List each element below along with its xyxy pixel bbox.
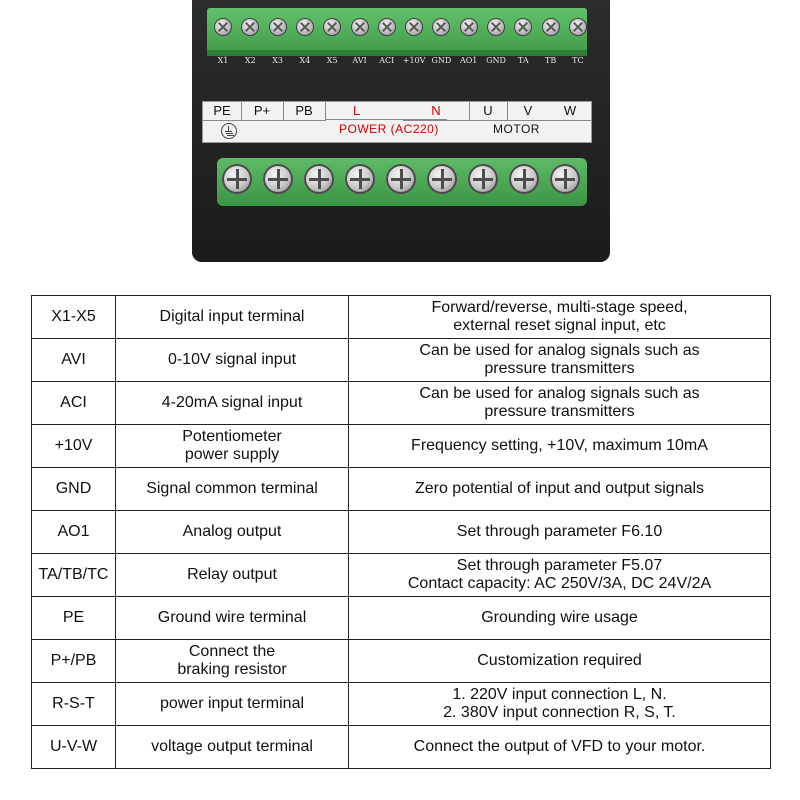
power-screw-icon — [304, 164, 334, 194]
panel-label-p-plus: P+ — [241, 102, 284, 121]
terminal-screw-icon — [214, 18, 232, 36]
panel-label-v: V — [507, 102, 549, 121]
table-row — [32, 425, 771, 468]
terminal-cell: R-S-T — [32, 683, 116, 726]
terminal-label: ACI — [379, 56, 395, 65]
terminal-screw-icon — [569, 18, 587, 36]
function-cell: 4-20mA signal input — [116, 382, 349, 425]
table-row — [32, 640, 771, 683]
function-cell: Signal common terminal — [116, 468, 349, 511]
function-cell: Analog output — [116, 511, 349, 554]
power-screw-icon — [345, 164, 375, 194]
panel-label-pe: PE — [203, 102, 242, 121]
terminal-cell: AVI — [32, 339, 116, 382]
description-cell: Can be used for analog signals such as pressure transmitters — [349, 382, 771, 425]
function-cell: Ground wire terminal — [116, 597, 349, 640]
terminal-label: X3 — [272, 56, 283, 65]
panel-label-w: W — [549, 102, 591, 121]
terminal-screw-icon — [296, 18, 314, 36]
description-cell: Set through parameter F5.07 Contact capacity: AC 250V/3A, DC 24V/2A — [349, 554, 771, 597]
terminal-screw-icon — [460, 18, 478, 36]
terminal-label: GND — [486, 56, 506, 65]
description-cell: 1. 220V input connection L, N. 2. 380V input connection R, S, T. — [349, 683, 771, 726]
description-cell: Customization required — [349, 640, 771, 683]
function-cell: Connect the braking resistor — [116, 640, 349, 683]
motor-label: MOTOR — [493, 122, 540, 136]
terminal-cell: X1-X5 — [32, 296, 116, 339]
function-cell: 0-10V signal input — [116, 339, 349, 382]
terminal-cell: AO1 — [32, 511, 116, 554]
panel-label-u: U — [469, 102, 508, 121]
description-cell: Connect the output of VFD to your motor. — [349, 726, 771, 769]
description-cell: Forward/reverse, multi-stage speed, external reset signal input, etc — [349, 296, 771, 339]
terminal-label: X4 — [299, 56, 311, 65]
terminal-screw-icon — [378, 18, 396, 36]
terminal-label: X1 — [217, 56, 229, 65]
terminal-screw-icon — [405, 18, 423, 36]
description-cell: Set through parameter F6.10 — [349, 511, 771, 554]
ground-icon — [221, 123, 237, 139]
terminal-cell: TA/TB/TC — [32, 554, 116, 597]
table-row — [32, 296, 771, 339]
terminal-cell: +10V — [32, 425, 116, 468]
table-row — [32, 339, 771, 382]
terminal-cell: GND — [32, 468, 116, 511]
table-row — [32, 382, 771, 425]
power-screw-icon — [386, 164, 416, 194]
table-row — [32, 468, 771, 511]
description-cell: Grounding wire usage — [349, 597, 771, 640]
power-label: POWER (AC220) — [339, 122, 439, 136]
terminal-label: X2 — [244, 56, 256, 65]
table-row — [32, 511, 771, 554]
function-cell: power input terminal — [116, 683, 349, 726]
terminal-label: TC — [572, 56, 584, 65]
function-cell: Potentiometer power supply — [116, 425, 349, 468]
panel-label-n: N — [403, 102, 470, 121]
terminal-label: +10V — [402, 56, 426, 65]
description-cell: Frequency setting, +10V, maximum 10mA — [349, 425, 771, 468]
terminal-cell: PE — [32, 597, 116, 640]
function-cell: Relay output — [116, 554, 349, 597]
terminal-screw-icon — [269, 18, 287, 36]
panel-label-l: L — [325, 102, 447, 120]
power-screw-icon — [263, 164, 293, 194]
description-cell: Can be used for analog signals such as pressure transmitters — [349, 339, 771, 382]
terminal-label: GND — [431, 56, 452, 65]
table-row — [32, 597, 771, 640]
terminal-screw-icon — [542, 18, 560, 36]
terminal-spec-table — [31, 295, 771, 769]
terminal-screw-icon — [351, 18, 369, 36]
terminal-label: AVI — [352, 56, 367, 65]
terminal-label: TA — [517, 56, 529, 65]
power-screw-icon — [509, 164, 539, 194]
power-screw-icon — [222, 164, 252, 194]
terminal-label: X5 — [326, 56, 338, 65]
terminal-cell: P+/PB — [32, 640, 116, 683]
table-row — [32, 554, 771, 597]
power-screw-icon — [427, 164, 457, 194]
function-cell: Digital input terminal — [116, 296, 349, 339]
terminal-screw-icon — [487, 18, 505, 36]
function-cell: voltage output terminal — [116, 726, 349, 769]
terminal-label: AO1 — [459, 56, 478, 65]
vfd-terminal-photo — [192, 0, 610, 262]
description-cell: Zero potential of input and output signals — [349, 468, 771, 511]
table-row — [32, 683, 771, 726]
panel-label-pb: PB — [283, 102, 326, 121]
table-row — [32, 726, 771, 769]
terminal-cell: ACI — [32, 382, 116, 425]
power-screw-icon — [550, 164, 580, 194]
terminal-spec-body — [32, 296, 771, 769]
terminal-label: TB — [544, 56, 557, 65]
power-screw-icon — [468, 164, 498, 194]
power-terminal-label-panel — [202, 101, 592, 143]
terminal-cell: U-V-W — [32, 726, 116, 769]
